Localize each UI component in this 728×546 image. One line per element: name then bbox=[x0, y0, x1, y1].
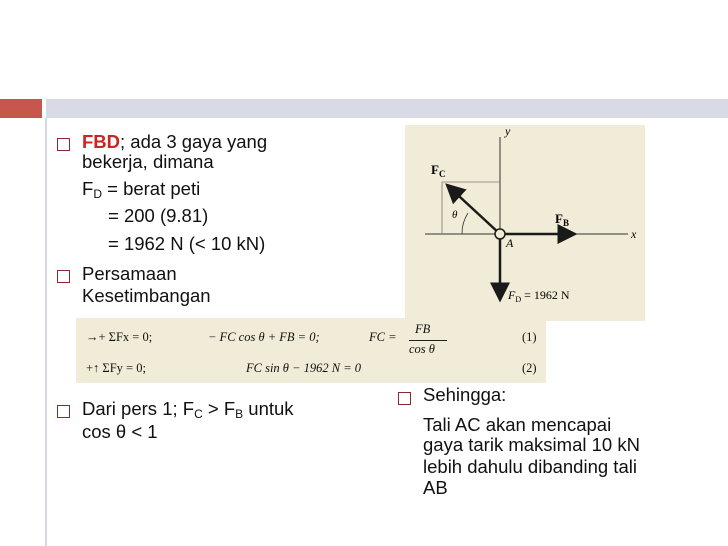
bullet-fbd-line2: bekerja, dimana bbox=[82, 151, 214, 172]
accent-bar-grey bbox=[46, 99, 728, 118]
right-heading: Sehingga: bbox=[423, 384, 507, 405]
bullet-icon bbox=[57, 270, 70, 283]
eq1-middle: − FC cos θ + FB = 0; bbox=[208, 330, 320, 344]
fb-label: $F_B$ bbox=[555, 211, 569, 228]
left-divider-line bbox=[45, 118, 47, 546]
fd-subscript: D bbox=[93, 187, 102, 201]
accent-bar-red bbox=[0, 99, 42, 118]
free-body-diagram bbox=[405, 125, 645, 321]
theta-arc bbox=[462, 213, 468, 234]
fd-text: = berat peti bbox=[101, 178, 201, 199]
eq2-number: (2) bbox=[522, 361, 537, 375]
bullet-conclusion-line1 bbox=[82, 398, 294, 419]
fc-subscript: C bbox=[194, 407, 203, 421]
fbd-label: FBD bbox=[82, 131, 121, 152]
conclusion-part2: > F bbox=[202, 398, 236, 419]
fc-label: $F_C$ bbox=[431, 162, 446, 179]
bullet-icon bbox=[398, 392, 411, 405]
eq1-numerator: FB bbox=[415, 322, 431, 336]
bullet-conclusion-line2: cos θ < 1 bbox=[82, 421, 158, 442]
right-line-2: gaya tarik maksimal 10 kN bbox=[423, 434, 640, 455]
y-axis-label: y bbox=[505, 125, 511, 138]
eq1-lead: →+ ΣFx = 0; bbox=[86, 330, 153, 344]
fd-label: $F_D = 1962$ N bbox=[508, 288, 570, 304]
eq1-number: (1) bbox=[522, 330, 537, 344]
bullet-equilibrium-line2: Kesetimbangan bbox=[82, 285, 211, 306]
point-a-ring bbox=[495, 229, 505, 239]
right-line-3: lebih dahulu dibanding tali bbox=[423, 456, 637, 477]
eq2-middle: FC sin θ − 1962 N = 0 bbox=[246, 361, 362, 375]
point-a-label: A bbox=[506, 236, 514, 250]
eq1-fc: FC = bbox=[369, 330, 397, 344]
fb-subscript: B bbox=[235, 407, 244, 421]
eq2-lead: +↑ ΣFy = 0; bbox=[86, 361, 146, 375]
fd-result-line: = 1962 N (< 10 kN) bbox=[108, 233, 266, 254]
fraction-bar bbox=[409, 340, 447, 341]
right-line-1: Tali AC akan mencapai bbox=[423, 414, 612, 435]
x-axis-label: x bbox=[631, 227, 637, 241]
conclusion-part3: untuk bbox=[243, 398, 294, 419]
bullet-equilibrium-line1: Persamaan bbox=[82, 263, 177, 284]
fd-definition bbox=[82, 178, 200, 199]
bullet-icon bbox=[57, 405, 70, 418]
bullet-fbd-line1 bbox=[82, 131, 267, 152]
fd-symbol: F bbox=[82, 178, 94, 199]
bullet-icon bbox=[57, 138, 70, 151]
conclusion-part1: Dari pers 1; F bbox=[82, 398, 195, 419]
fbd-svg bbox=[405, 125, 645, 321]
right-line-4: AB bbox=[423, 477, 448, 498]
fbd-text: ; ada 3 gaya yang bbox=[120, 131, 268, 152]
theta-label: θ bbox=[452, 209, 458, 221]
eq1-denominator: cos θ bbox=[409, 342, 435, 356]
title-accent-bar bbox=[0, 99, 728, 118]
fd-value-line: = 200 (9.81) bbox=[108, 205, 209, 226]
equilibrium-equations bbox=[76, 318, 546, 383]
